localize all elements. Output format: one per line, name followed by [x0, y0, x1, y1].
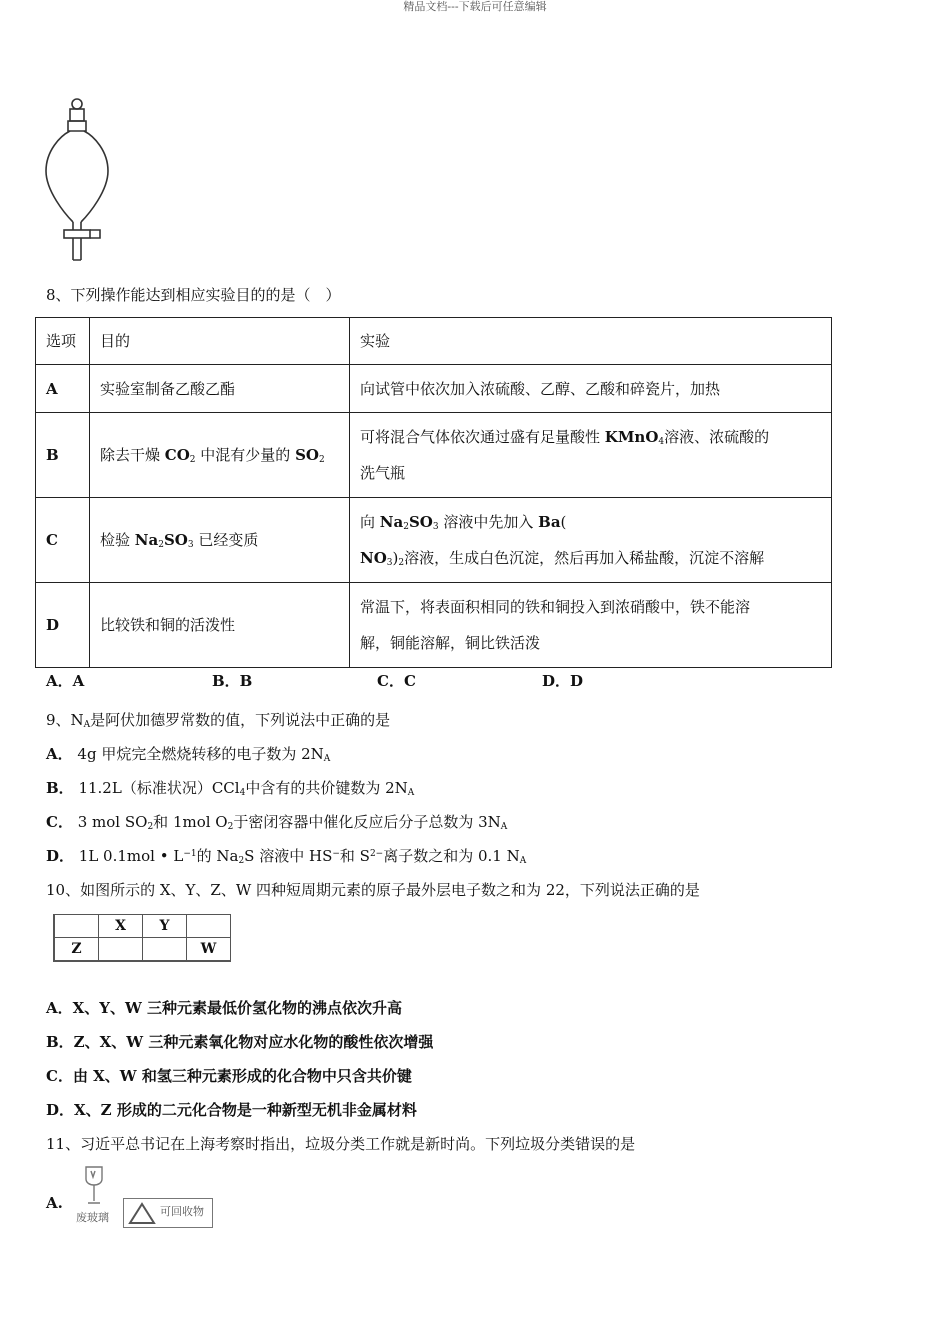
- q8-option-c: C．C: [377, 672, 416, 690]
- separatory-funnel-icon: [40, 96, 120, 266]
- recycle-icon: [128, 1202, 156, 1225]
- q9-stem: 9、$N_A$是阿伏加德罗常数的值，下列说法中正确的是: [46, 711, 391, 730]
- q8-stem: 8、下列操作能达到相应实验目的的是（ ）: [46, 286, 341, 304]
- grid-cell: [54, 915, 99, 938]
- glass-caption: 废玻璃: [76, 1211, 109, 1224]
- q10-option-b: B．Z、X、W 三种元素氧化物对应水化物的酸性依次增强: [46, 1033, 434, 1051]
- q8-row-a-option: A: [36, 365, 90, 413]
- q9-option-b: B． 11.2L（标准状况）CCl$_4$中含有的共价键数为 $2N_A$: [46, 779, 415, 798]
- periodic-grid: [53, 914, 231, 962]
- q8-header-experiment: 实验: [350, 318, 832, 365]
- q8-row-b-option: B: [36, 413, 90, 498]
- wine-glass-icon: [82, 1165, 106, 1209]
- q8-row-a-purpose: 实验室制备乙酸乙酯: [90, 365, 350, 413]
- q9-option-d: D． 1L 0.1mol • $L^{-1}$的 $Na_2S$ 溶液中 HS−和 $S^{2-}$离子数之和为 0.1 $N_A$: [46, 847, 527, 866]
- q8-row-c-experiment: 向 $Na_2SO_3$ 溶液中先加入 Ba( $NO_3)_2$溶液，生成白色沉淀，然后再加入稀盐酸，沉淀不溶解: [350, 498, 832, 583]
- q9-option-a: A． 4g 甲烷完全燃烧转移的电子数为 $2N_A$: [46, 745, 331, 764]
- grid-cell: [143, 938, 187, 962]
- grid-cell: [187, 915, 231, 938]
- q8-row-d-purpose: 比较铁和铜的活泼性: [90, 583, 350, 668]
- q10-option-c: C．由 X、W 和氢三种元素形成的化合物中只含共价键: [46, 1067, 412, 1085]
- q8-row-b-experiment: 可将混合气体依次通过盛有足量酸性 KMnO$_4$溶液、浓硫酸的 洗气瓶: [350, 413, 832, 498]
- page-header: 精品文档---下载后可任意编辑: [403, 0, 547, 13]
- q8-option-b: B．B: [212, 672, 253, 690]
- recyclable-badge: [123, 1198, 213, 1228]
- q8-row-c-option: C: [36, 498, 90, 583]
- q8-row-d-option: D: [36, 583, 90, 668]
- q8-header-option: 选项: [36, 318, 90, 365]
- grid-cell: [99, 938, 143, 962]
- q11-option-a-label: A.: [46, 1194, 63, 1212]
- q8-row-c-purpose: 检验 $Na_2SO_3$ 已经变质: [90, 498, 350, 583]
- q8-row-d-experiment: 常温下，将表面积相同的铁和铜投入到浓硝酸中，铁不能溶 解，铜能溶解，铜比铁活泼: [350, 583, 832, 668]
- q10-stem: 10、如图所示的 X、Y、Z、W 四种短周期元素的原子最外层电子数之和为 22，下列说法正确的是: [46, 881, 700, 899]
- q8-row-b-purpose: 除去干燥 $CO_2$ 中混有少量的 $SO_2$: [90, 413, 350, 498]
- q8-option-d: D．D: [542, 672, 584, 690]
- grid-cell-y: Y: [143, 915, 187, 938]
- q8-option-a: A．A: [46, 672, 85, 690]
- q10-option-a: A．X、Y、W 三种元素最低价氢化物的沸点依次升高: [46, 999, 403, 1017]
- grid-cell-z: Z: [54, 938, 99, 962]
- q8-table: [35, 317, 832, 668]
- q9-option-c: C． 3 mol $SO_2$和 1mol $O_2$于密闭容器中催化反应后分子总数为 $3N_A$: [46, 813, 508, 832]
- recycle-label: 可回收物: [160, 1205, 204, 1218]
- q11-stem: 11、习近平总书记在上海考察时指出，垃圾分类工作就是新时尚。下列垃圾分类错误的是: [46, 1135, 636, 1153]
- q8-row-a-experiment: 向试管中依次加入浓硫酸、乙醇、乙酸和碎瓷片，加热: [350, 365, 832, 413]
- q10-option-d: D．X、Z 形成的二元化合物是一种新型无机非金属材料: [46, 1101, 417, 1119]
- q8-header-purpose: 目的: [90, 318, 350, 365]
- grid-cell-x: X: [99, 915, 143, 938]
- grid-cell-w: W: [187, 938, 231, 962]
